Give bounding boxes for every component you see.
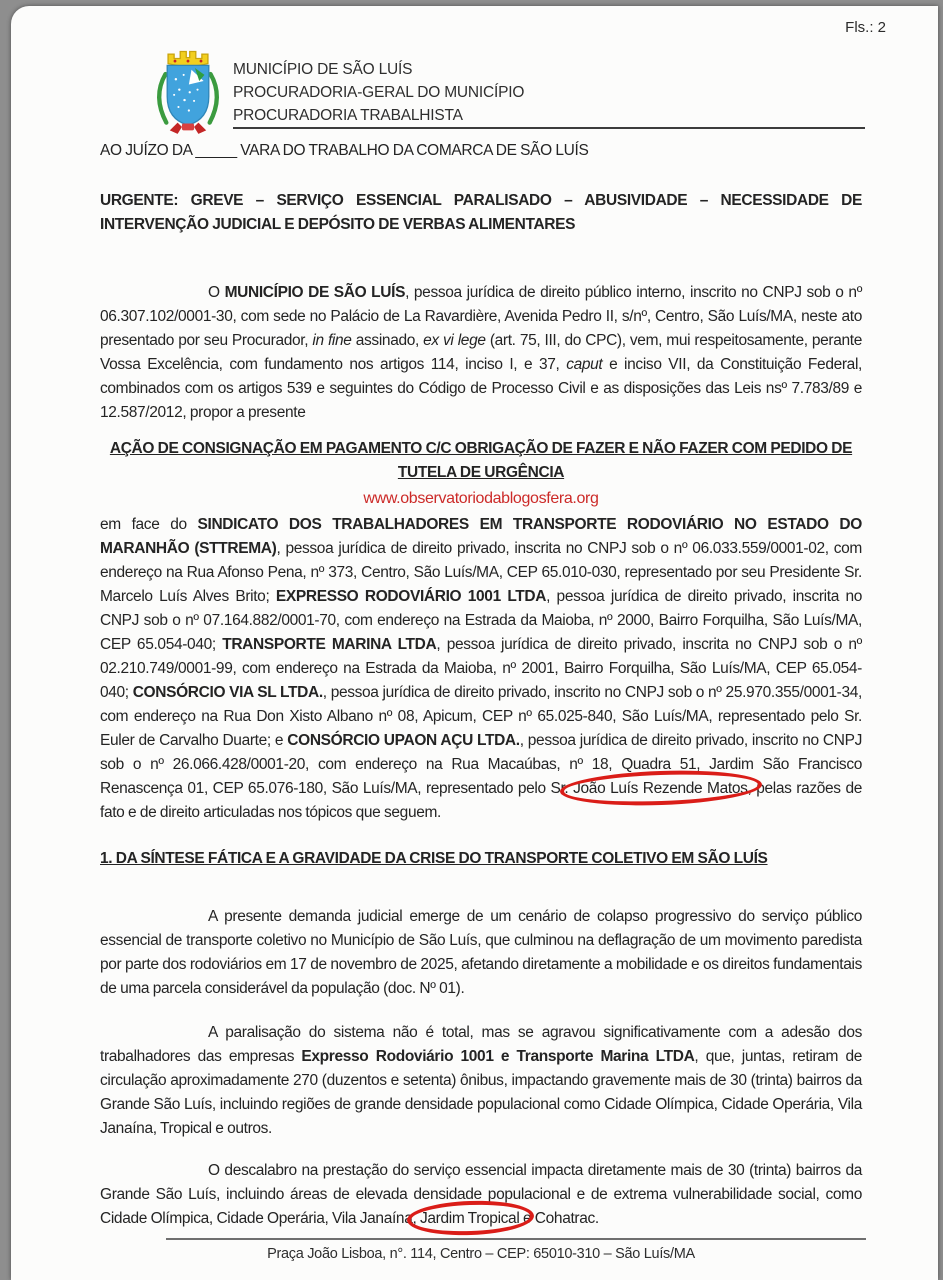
laurel-branch-left	[159, 74, 166, 123]
red-circle-annotation: João Luís Rezende Matos	[573, 780, 748, 797]
issuing-organization	[233, 58, 524, 127]
paragraph-strike-context: A presente demanda judicial emerge de um cenário de colapso progressivo do serviço público essencial de transporte coletivo no Município de São Luís, que culminou na deflagração de um movimento paredista por parte dos rodoviários em 17 de novembro de 2025, afetando diretamente a mobilidade e os direitos fundamentais de uma parcela considerável da população (doc. Nº 01).	[100, 908, 862, 997]
ribbon	[170, 123, 206, 134]
page-folio-label: Fls.: 2	[845, 19, 886, 36]
court-addressing-line: AO JUÍZO DA _____ VARA DO TRABALHO DA COMARCA DE SÃO LUÍS	[100, 142, 589, 159]
org-line-procuradoria-geral: PROCURADORIA-GERAL DO MUNICÍPIO	[233, 84, 525, 101]
sao-luis-coat-of-arms-icon	[149, 44, 227, 144]
paragraph-defendants-qualification: em face do SINDICATO DOS TRABALHADORES EM TRANSPORTE RODOVIÁRIO NO ESTADO DO MARANHÃO (STTREMA), pessoa jurídica de direito privado, inscrita no CNPJ sob o nº 06.033.559/0001-02, com endereço na Rua Afonso Pena, nº 373, Centro, São Luís/MA, CEP 65.010-030, representado por seu Presidente Sr. Marcelo Luís Alves Brito; EXPRESSO RODOVIÁRIO 1001 LTDA, pessoa jurídica de direito privado, inscrita no CNPJ sob o nº 07.164.882/0001-70, com endereço na Estrada da Maioba, nº 2000, Bairro Forquilha, São Luís/MA, CEP 65.054-040; TRANSPORTE MARINA LTDA, pessoa jurídica de direito privado, inscrita no CNPJ sob o nº 02.210.749/0001-99, com endereço na Estrada da Maioba, nº 2001, Bairro Forquilha, São Luís/MA, CEP 65.054-040; CONSÓRCIO VIA SL LTDA., pessoa jurídica de direito privado, inscrito no CNPJ sob o nº 25.970.355/0001-34, com endereço na Rua Don Xisto Albano nº 08, Apicum, CEP nº 65.025-840, São Luís/MA, representado pelo Sr. Euler de Carvalho Duarte; e CONSÓRCIO UPAON AÇU LTDA., pessoa jurídica de direito privado, inscrito no CNPJ sob o nº 26.066.428/0001-20, com endereço na Rua Macaúbas, nº 18, Quadra 51, Jardim São Francisco Renascença 01, CEP 65.076-180, São Luís/MA, representado pelo Sr. João Luís Rezende Matos, pelas razões de fato e de direito articuladas nos tópicos que seguem.	[100, 516, 863, 821]
watermark-url: www.observatoriodablogosfera.org	[363, 490, 599, 507]
paragraph-partial-shutdown: A paralisação do sistema não é total, mas se agravou significativamente com a adesão dos trabalhadores das empresas Expresso Rodoviário 1001 e Transporte Marina LTDA, que, juntas, retiram de circulação aproximadamente 270 (duzentos e setenta) ônibus, impactando gravemente mais de 30 (trinta) bairros da Grande São Luís, incluindo regiões de grande densidade populacional como Cidade Olímpica, Cidade Operária, Vila Janaína, Tropical e outros.	[100, 1024, 862, 1137]
urgent-notice: URGENTE: GREVE – SERVIÇO ESSENCIAL PARALISADO – ABUSIVIDADE – NECESSIDADE DE INTERVENÇÃO JUDICIAL E DEPÓSITO DE VERBAS ALIMENTARES	[100, 192, 862, 233]
crown-dot	[174, 60, 177, 63]
paragraph-plaintiff-qualification: O MUNICÍPIO DE SÃO LUÍS, pessoa jurídica de direito público interno, inscrito no CNPJ sob o nº 06.307.102/0001-30, com sede no Palácio de La Ravardière, Avenida Pedro II, s/nº, Centro, São Luís/MA, neste ato presentado por seu Procurador, in fine assinado, ex vi lege (art. 75, III, do CPC), vem, mui respeitosamente, perante Vossa Excelência, com fundamento nos artigos 114, inciso I, e 37, caput e inciso VII, da Constituição Federal, combinados com os artigos 539 e seguintes do Código de Processo Civil e as disposições das Leis nsº 7.783/89 e 12.587/2012, propor a presente	[100, 284, 863, 421]
crown-dot	[200, 60, 203, 63]
org-line-municipio: MUNICÍPIO DE SÃO LUÍS	[233, 61, 413, 78]
petition-title: AÇÃO DE CONSIGNAÇÃO EM PAGAMENTO C/C OBRIGAÇÃO DE FAZER E NÃO FAZER COM PEDIDO DE TUTELA DE URGÊNCIA	[109, 440, 853, 481]
crown-dot	[187, 60, 190, 63]
header-rule	[233, 127, 865, 129]
laurel-branch-right	[210, 74, 217, 123]
footer-address: Praça João Lisboa, n°. 114, Centro – CEP: 65010-310 – São Luís/MA	[267, 1246, 695, 1262]
red-circle-annotation: Jardim Tropical	[419, 1210, 520, 1227]
mural-crown	[168, 52, 208, 67]
footer-rule	[166, 1238, 866, 1240]
org-line-procuradoria-trabalhista: PROCURADORIA TRABALHISTA	[233, 107, 463, 124]
section-1-heading: 1. DA SÍNTESE FÁTICA E A GRAVIDADE DA CRISE DO TRANSPORTE COLETIVO EM SÃO LUÍS	[100, 850, 768, 867]
paragraph-neighborhood-impact: O descalabro na prestação do serviço essencial impacta diretamente mais de 30 (trinta) bairros da Grande São Luís, incluindo áreas de elevada densidade populacional e de extrema vulnerabilidade social, como Cidade Olímpica, Cidade Operária, Vila Janaína, Jardim Tropical e Cohatrac.	[100, 1162, 862, 1227]
scanned-document-page	[11, 6, 938, 1280]
document-body	[100, 139, 862, 1231]
